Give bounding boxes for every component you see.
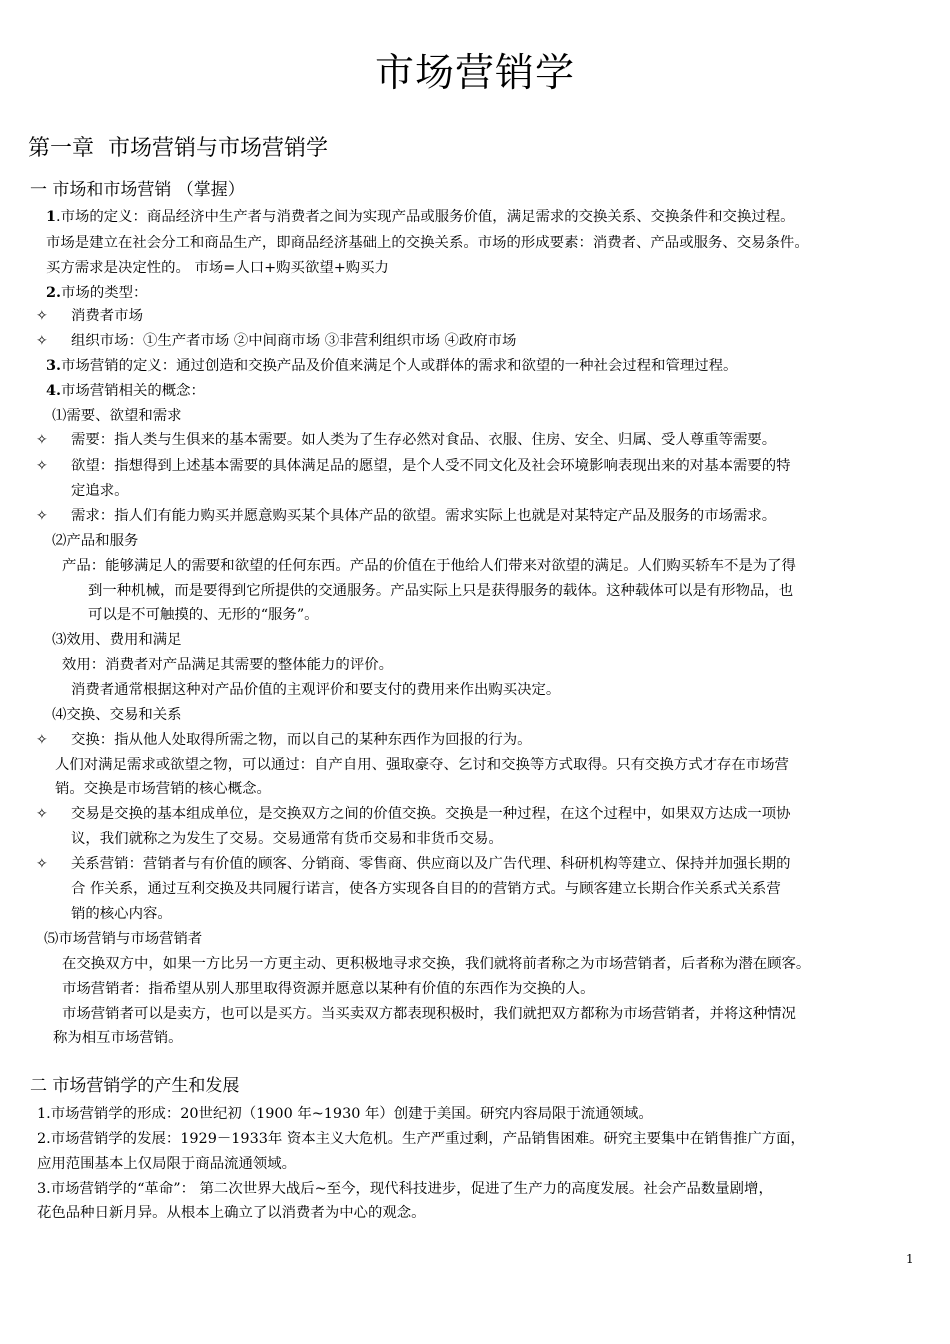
text: 市场营销的定义：通过创造和交换产品及价值来满足个人或群体的需求和欲望的一种社会过程和管理过程。 (61, 358, 738, 374)
development-item-2-line-2: 应用范围基本上仅局限于商品流通领域。 (37, 1156, 297, 1172)
paragraph-1-line-1 (46, 207, 795, 227)
item-number: 1 (46, 208, 57, 225)
development-item-1: 1.市场营销学的形成：20世纪初（1900 年~1930 年）创建于美国。研究内容局限于流通领域。 (37, 1106, 653, 1122)
concept-want-line-1: 欲望：指想得到上述基本需要的具体满足品的愿望，是个人受不同文化及社会环境影响表现出来的对基本需要的特 (71, 458, 791, 474)
paragraph-2 (46, 283, 147, 303)
section-1-heading: 一 市场和市场营销 （掌握） (30, 180, 245, 200)
page-number: 1 (906, 1252, 914, 1266)
paragraph-1-line-3: 买方需求是决定性的。 市场=人口+购买欲望+购买力 (46, 260, 389, 276)
text: .市场的定义：商品经济中生产者与消费者之间为实现产品或服务价值，满足需求的交换关系、交换条件和交换过程。 (56, 209, 795, 225)
concept-1-heading: ⑴需要、欲望和需求 (52, 408, 182, 424)
paragraph-3 (46, 356, 737, 376)
concept-exchange-line-2: 人们对满足需求或欲望之物，可以通过：自产自用、强取豪夺、乞讨和交换等方式取得。只有交换方式才存在市场营 (55, 757, 789, 773)
concept-marketer-line-2: 市场营销者：指希望从别人那里取得资源并愿意以某种有价值的东西作为交换的人。 (62, 981, 595, 997)
item-number: 3. (46, 357, 62, 374)
concept-marketer-line-3: 市场营销者可以是卖方，也可以是买方。当买卖双方都表现积极时，我们就把双方都称为市场营销者，并将这种情况 (62, 1006, 796, 1022)
concept-trade-line-2: 议，我们就称之为发生了交易。交易通常有货币交易和非货币交易。 (71, 831, 503, 847)
concept-exchange: 交换：指从他人处取得所需之物，而以自己的某种东西作为回报的行为。 (71, 732, 532, 748)
diamond-bullet-icon: ✧ (36, 856, 48, 872)
diamond-bullet-icon: ✧ (36, 333, 48, 349)
chapter-heading (28, 134, 328, 164)
concept-product-line-3: 可以是不可触摸的、无形的“服务”。 (88, 607, 319, 623)
text: 市场营销相关的概念： (61, 383, 205, 399)
paragraph-4 (46, 381, 205, 401)
concept-product-line-2: 到一种机械，而是要得到它所提供的交通服务。产品实际上只是获得服务的载体。这种载体可以是有形物品，也 (88, 583, 794, 599)
diamond-bullet-icon: ✧ (36, 732, 48, 748)
market-type-consumer: 消费者市场 (71, 308, 143, 324)
chapter-number: 第一章 (28, 136, 95, 161)
text: 市场的类型： (61, 285, 148, 301)
item-number: 4. (46, 382, 62, 399)
chapter-name: 市场营销与市场营销学 (108, 136, 329, 161)
item-number: 2. (46, 284, 62, 301)
development-item-3-line-1: 3.市场营销学的“革命”： 第二次世界大战后~至今，现代科技进步，促进了生产力的高度发展。社会产品数量剧增， (37, 1181, 773, 1197)
paragraph-1-line-2: 市场是建立在社会分工和商品生产，即商品经济基础上的交换关系。市场的形成要素：消费者、产品或服务、交易条件。 (46, 235, 809, 251)
diamond-bullet-icon: ✧ (36, 432, 48, 448)
concept-relationship-line-2: 合 作关系，通过互利交换及共同履行诺言，使各方实现各自目的的营销方式。与顾客建立长期合作关系式关系营 (71, 881, 781, 897)
concept-want-line-2: 定追求。 (71, 483, 129, 499)
concept-marketer-line-4: 称为相互市场营销。 (53, 1030, 183, 1046)
diamond-bullet-icon: ✧ (36, 806, 48, 822)
concept-relationship-line-3: 销的核心内容。 (71, 906, 172, 922)
document-title: 市场营销学 (374, 51, 575, 96)
concept-marketer-line-1: 在交换双方中，如果一方比另一方更主动、更积极地寻求交换，我们就将前者称之为市场营销者，后者称为潜在顾客。 (62, 956, 811, 972)
section-2-heading: 二 市场营销学的产生和发展 (30, 1076, 240, 1096)
concept-relationship-line-1: 关系营销：营销者与有价值的顾客、分销商、零售商、供应商以及广告代理、科研机构等建立、保持并加强长期的 (71, 856, 791, 872)
concept-3-heading: ⑶效用、费用和满足 (52, 632, 182, 648)
development-item-3-line-2: 花色品种日新月异。从根本上确立了以消费者为中心的观念。 (37, 1205, 426, 1221)
market-type-organization: 组织市场：①生产者市场 ②中间商市场 ③非营利组织市场 ④政府市场 (71, 333, 517, 349)
development-item-2-line-1: 2.市场营销学的发展：1929－1933年 资本主义大危机。生产严重过剩，产品销售困难。研究主要集中在销售推广方面， (37, 1131, 805, 1147)
concept-5-heading: ⑸市场营销与市场营销者 (44, 931, 203, 947)
concept-2-heading: ⑵产品和服务 (52, 533, 139, 549)
concept-demand: 需求：指人们有能力购买并愿意购买某个具体产品的欲望。需求实际上也就是对某特定产品及服务的市场需求。 (71, 508, 777, 524)
diamond-bullet-icon: ✧ (36, 458, 48, 474)
diamond-bullet-icon: ✧ (36, 508, 48, 524)
concept-exchange-line-3: 销。交换是市场营销的核心概念。 (55, 781, 271, 797)
concept-trade-line-1: 交易是交换的基本组成单位，是交换双方之间的价值交换。交换是一种过程，在这个过程中，如果双方达成一项协 (71, 806, 791, 822)
concept-4-heading: ⑷交换、交易和关系 (52, 707, 182, 723)
concept-product-line-1: 产品：能够满足人的需要和欲望的任何东西。产品的价值在于他给人们带来对欲望的满足。人们购买轿车不是为了得 (62, 558, 796, 574)
concept-utility-line-1: 效用：消费者对产品满足其需要的整体能力的评价。 (62, 657, 393, 673)
diamond-bullet-icon: ✧ (36, 308, 48, 324)
concept-utility-line-2: 消费者通常根据这种对产品价值的主观评价和要支付的费用来作出购买决定。 (71, 682, 561, 698)
concept-need: 需要：指人类与生俱来的基本需要。如人类为了生存必然对食品、衣服、住房、安全、归属、受人尊重等需要。 (71, 432, 777, 448)
